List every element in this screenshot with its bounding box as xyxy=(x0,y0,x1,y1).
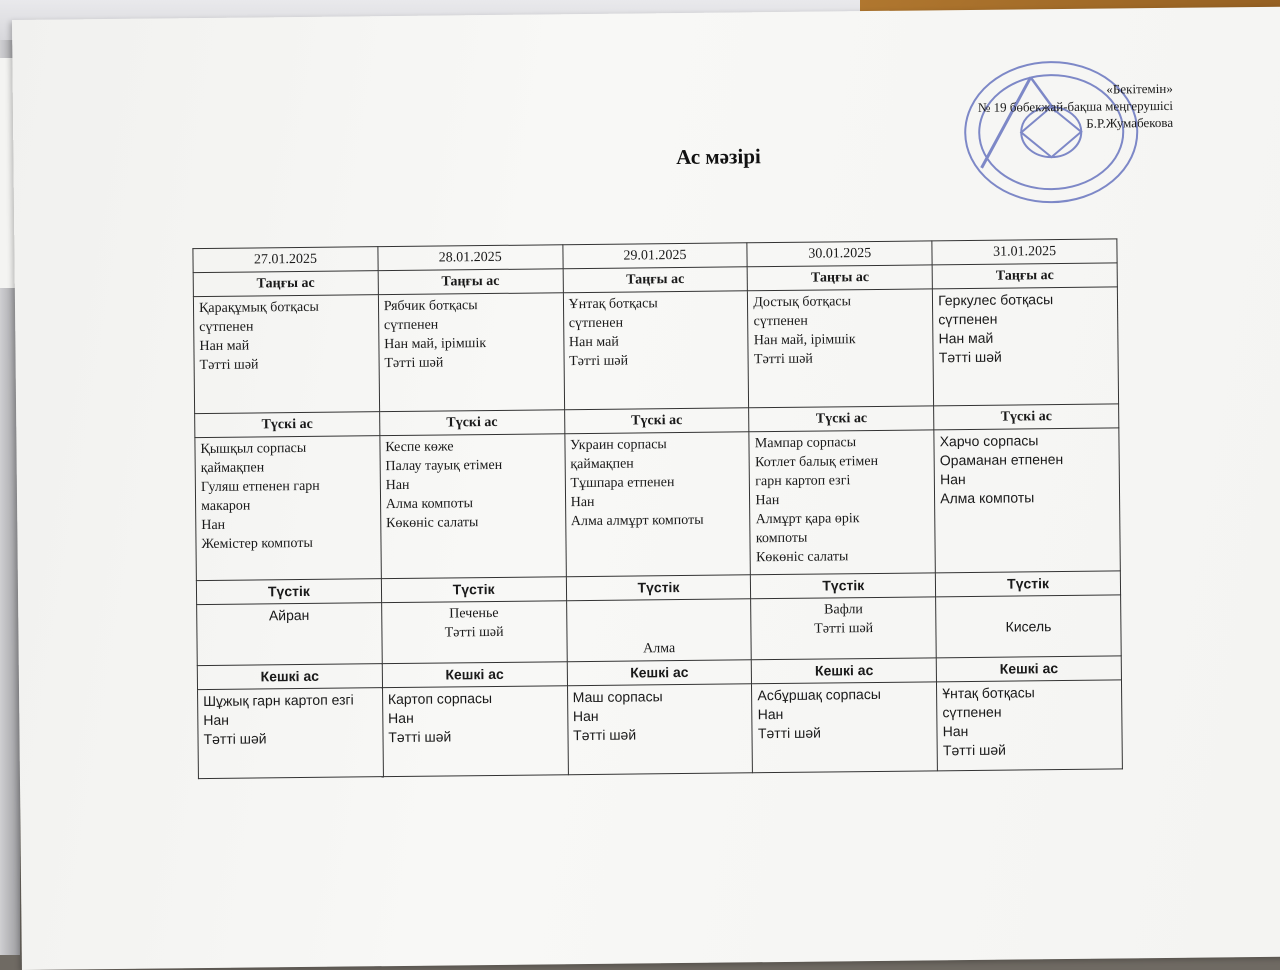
meal-header: Түскі ас xyxy=(749,406,934,432)
menu-cell xyxy=(749,430,935,575)
menu-item: Тәтті шәй xyxy=(388,728,452,746)
menu-item: Ұнтақ ботқасы xyxy=(568,296,658,313)
menu-item: Котлет балық етімен xyxy=(754,453,879,471)
date-cell: 29.01.2025 xyxy=(562,243,747,269)
menu-item: Тәтті шәй xyxy=(573,726,637,744)
snack-row xyxy=(197,595,1122,666)
menu-item: Нан xyxy=(757,705,784,723)
menu-item: Нан xyxy=(385,477,410,494)
meal-header: Кешкі ас xyxy=(382,662,567,688)
menu-item: Көкөніс салаты xyxy=(386,515,479,532)
menu-item: Кисель xyxy=(1005,617,1052,635)
approval-line-1: «Бекітемін» xyxy=(1106,80,1173,97)
menu-item: сүтпенен xyxy=(753,313,808,330)
menu-item: Достық ботқасы xyxy=(753,294,852,311)
meal-header: Түстік xyxy=(936,571,1121,597)
menu-item: компоты xyxy=(755,530,808,547)
breakfast-row xyxy=(193,287,1118,414)
menu-item: Нан май xyxy=(199,338,250,355)
menu-cell xyxy=(563,291,749,410)
menu-item: Тәтті шәй xyxy=(444,624,504,641)
meal-header: Таңғы ас xyxy=(563,267,748,293)
meal-header: Түстік xyxy=(751,573,936,599)
menu-table xyxy=(192,238,1123,779)
meal-header: Түскі ас xyxy=(195,412,380,438)
meal-header: Түстік xyxy=(381,577,566,603)
menu-cell xyxy=(936,595,1121,658)
menu-item: сүтпенен xyxy=(568,315,624,332)
menu-cell xyxy=(934,428,1120,573)
approval-line-3: Б.Р.Жумабекова xyxy=(1086,114,1174,131)
menu-cell xyxy=(564,432,750,577)
menu-item: Ораманан етпенен xyxy=(939,451,1064,469)
menu-cell xyxy=(197,603,382,666)
menu-item: Алма xyxy=(642,641,676,657)
menu-item: Тәтті шәй xyxy=(199,357,259,374)
menu-item: қаймақпен xyxy=(200,460,265,477)
menu-item: Печенье xyxy=(449,605,499,622)
menu-cell xyxy=(566,599,751,662)
menu-cell xyxy=(751,597,936,660)
dinner-row xyxy=(198,680,1123,779)
menu-cell xyxy=(752,682,938,773)
menu-item: Нан май xyxy=(568,334,619,351)
page-title: Ас мәзірі xyxy=(676,144,761,170)
meal-header: Таңғы ас xyxy=(193,271,378,297)
menu-item: Геркулес ботқасы xyxy=(938,291,1054,309)
menu-item: сүтпенен xyxy=(383,317,439,334)
menu-item: Картоп сорпасы xyxy=(387,690,493,708)
menu-item: макарон xyxy=(201,498,251,515)
date-cell: 27.01.2025 xyxy=(193,247,378,273)
lunch-row xyxy=(195,428,1120,581)
menu-item: Кеспе көже xyxy=(385,439,454,456)
menu-item: Алма алмұрт компоты xyxy=(570,512,704,530)
menu-item: Тәтті шәй xyxy=(938,348,1002,366)
meal-header: Түскі ас xyxy=(564,408,749,434)
date-cell: 30.01.2025 xyxy=(747,241,932,267)
menu-item: сүтпенен xyxy=(942,703,1002,721)
menu-item: Гуляш етпенен гарн xyxy=(200,478,320,496)
menu-item: Көкөніс салаты xyxy=(755,549,849,566)
menu-item: Қышқыл сорпасы xyxy=(200,440,307,458)
menu-item: Маш сорпасы xyxy=(572,688,663,706)
menu-cell xyxy=(567,684,753,775)
menu-item: Айран xyxy=(268,606,310,624)
meal-header: Түстік xyxy=(196,579,381,605)
menu-item: Нан xyxy=(201,517,226,534)
meal-header: Түстік xyxy=(566,575,751,601)
menu-item: Рябчик ботқасы xyxy=(383,298,478,315)
approval-block xyxy=(978,80,1174,133)
menu-item: Жемістер компоты xyxy=(201,535,313,553)
menu-item: Палау тауық етімен xyxy=(385,457,503,475)
menu-item: Қарақұмық ботқасы xyxy=(198,299,319,317)
menu-item: Тәтті шәй xyxy=(753,351,813,368)
menu-cell xyxy=(198,688,384,779)
meal-header: Таңғы ас xyxy=(378,269,563,295)
menu-item: Нан xyxy=(203,711,230,729)
menu-item: Тәтті шәй xyxy=(384,355,444,372)
menu-item: Нан xyxy=(572,707,599,725)
meal-header: Кешкі ас xyxy=(936,656,1121,682)
menu-item: Украин сорпасы xyxy=(570,437,667,454)
menu-item: Вафли xyxy=(824,602,863,618)
menu-item: Нан май xyxy=(938,329,994,347)
menu-item: Асбұршақ сорпасы xyxy=(757,685,881,704)
menu-item: Ұнтақ ботқасы xyxy=(942,684,1035,702)
menu-item: Шұжық гарн картоп езгі xyxy=(203,691,354,710)
meal-header: Кешкі ас xyxy=(567,660,752,686)
menu-item: сүтпенен xyxy=(938,310,998,328)
menu-cell xyxy=(380,434,566,579)
menu-item: Тәтті шәй xyxy=(757,724,821,742)
meal-header: Түскі ас xyxy=(934,404,1119,430)
menu-cell xyxy=(378,293,564,412)
meal-header: Кешкі ас xyxy=(752,658,937,684)
menu-item: Тәтті шәй xyxy=(569,353,629,370)
menu-item: Нан xyxy=(755,492,780,509)
menu-item: гарн картоп езгі xyxy=(755,473,851,490)
menu-cell xyxy=(748,289,934,408)
menu-sheet xyxy=(12,7,1280,970)
menu-item: Нан xyxy=(942,723,969,740)
menu-item: Мампар сорпасы xyxy=(754,435,857,452)
meal-header: Түскі ас xyxy=(379,410,564,436)
meal-header: Кешкі ас xyxy=(197,664,382,690)
menu-item: Нан xyxy=(939,471,966,488)
date-cell: 31.01.2025 xyxy=(932,239,1117,265)
menu-cell xyxy=(382,686,568,777)
menu-cell xyxy=(195,436,381,581)
date-cell: 28.01.2025 xyxy=(378,245,563,271)
menu-item: Нан май, ірімшік xyxy=(384,336,487,353)
menu-item: Тәтті шәй xyxy=(942,741,1006,759)
menu-cell xyxy=(381,601,566,664)
menu-item: Нан xyxy=(570,494,595,511)
menu-item: Нан xyxy=(388,709,414,727)
meal-header: Таңғы ас xyxy=(748,265,933,291)
menu-item: Тәтті шәй xyxy=(203,730,267,748)
meal-header: Таңғы ас xyxy=(932,263,1117,289)
menu-item: Тұшпара етпенен xyxy=(570,475,675,492)
menu-item: Тәтті шәй xyxy=(814,621,874,637)
menu-item: Харчо сорпасы xyxy=(939,432,1039,450)
menu-item: Нан май, ірімшік xyxy=(753,332,856,349)
menu-item: Алмұрт қара өрік xyxy=(755,511,860,528)
menu-cell xyxy=(193,295,379,414)
approval-line-2: № 19 бөбекжай-бақша меңгерушісі xyxy=(977,97,1174,115)
menu-item: Алма компоты xyxy=(385,496,474,513)
menu-item: Алма компоты xyxy=(940,489,1035,507)
menu-item: қаймақпен xyxy=(570,456,634,473)
menu-cell xyxy=(933,287,1119,406)
menu-cell xyxy=(937,680,1123,771)
menu-item: сүтпенен xyxy=(199,319,254,336)
